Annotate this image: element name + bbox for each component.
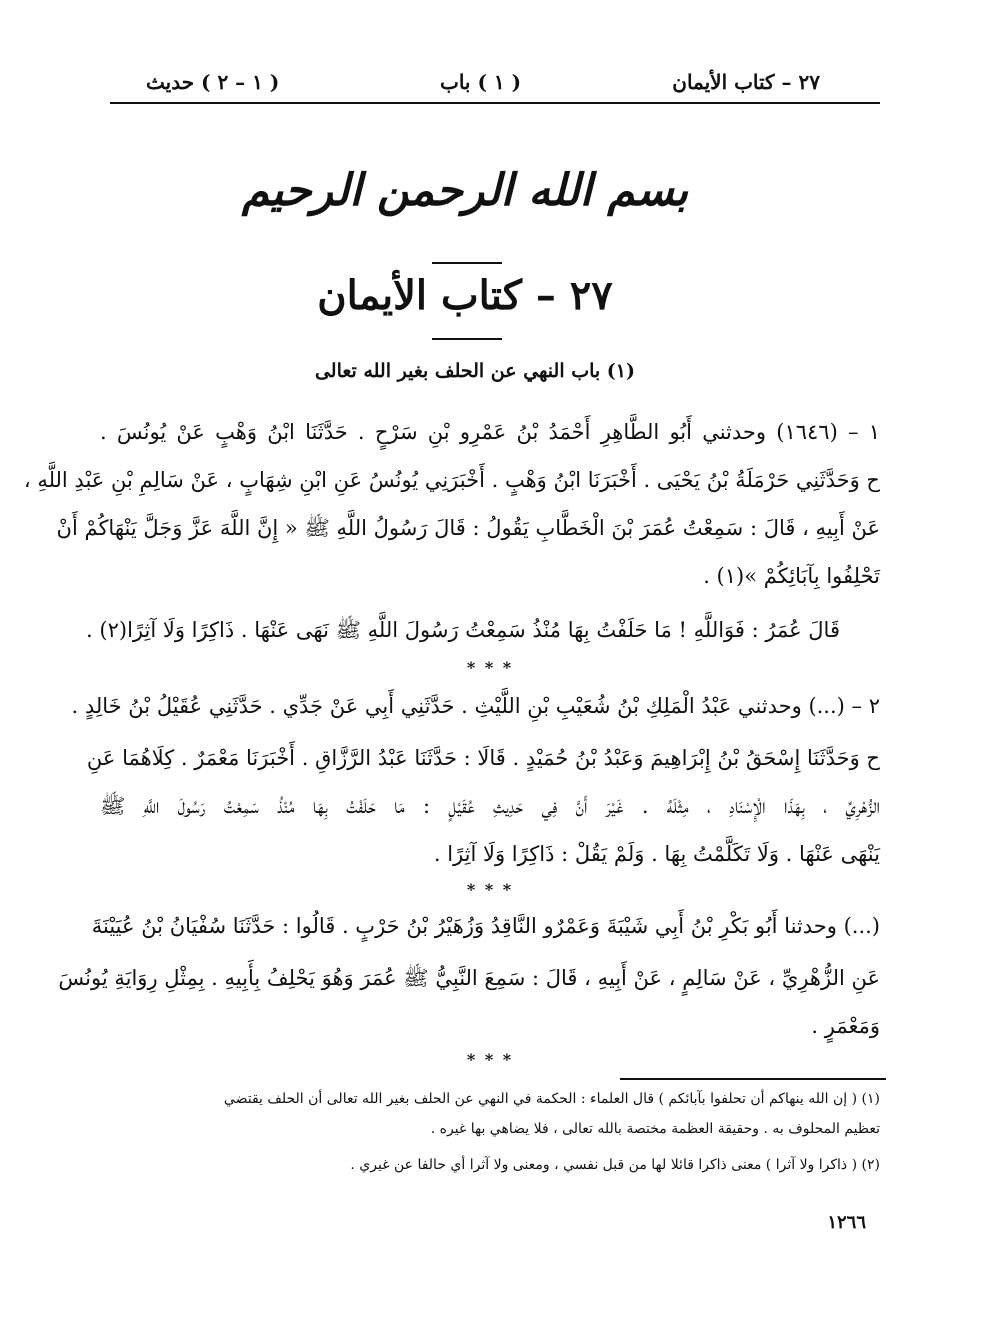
hadith-2-line-2: ح وَحَدَّثَنَا إِسْحَقُ بْنُ إِبْرَاهِيمَ وَعَبْدُ بْنُ حُمَيْدٍ . قَالَا : حَدَّثَنَا عَبْدُ الرَّزَّاقِ . أَخْبَرَنَا مَعْمَرٌ . كِلَاهُمَا عَنِ [86,746,880,770]
hadith-2-line-3: الزُّهْرِيِّ ، بِهَذَا الْإِسْنَادِ ، مِثْلَهُ . غَيْرَ أَنَّ فِي حَدِيثِ عُقَيْلٍ : مَا حَلَفْتُ بِهَا مُنْذُ سَمِعْتُ رَسُولَ اللَّهِ ﷺ [100,794,880,818]
running-header-hadith: ( ١ – ٢ ) حديث [146,70,280,94]
chapter-title: (١) باب النهي عن الحلف بغير الله تعالى [314,360,636,382]
book-title: ٢٧ – كتاب الأيمان [317,272,613,319]
footnote-rule [620,1078,886,1080]
separator-stars-2: * * * [466,880,514,899]
hadith-3-line-3: وَمَعْمَرٍ . [811,1014,880,1038]
footnote-2: (٢) ( ذاكرا ولا آثرا ) معنى ذاكرا قائلا لها من قبل نفسي ، ومعنى ولا آثرا أي حالفا عن غيري . [350,1157,880,1173]
title-rule-bottom [432,338,502,340]
footnote-1-line-2: تعظيم المحلوف به . وحقيقة العظمة مختصة بالله تعالى ، فلا يضاهي بها غيره . [430,1121,880,1137]
running-header-book: ٢٧ – كتاب الأيمان [672,70,820,94]
running-header-bab: ( ١ ) باب [440,70,522,94]
title-rule-top [432,262,502,264]
hadith-2-line-4: يَنْهَى عَنْهَا . وَلَا تَكَلَّمْتُ بِهَا . وَلَمْ يَقُلْ : ذَاكِرًا وَلَا آثِرًا . [433,842,880,866]
page-number: ١٢٦٦ [827,1212,866,1233]
separator-stars-3: * * * [466,1050,514,1069]
separator-stars-1: * * * [466,658,514,677]
hadith-2-line-1: ٢ – (...) وحدثني عَبْدُ الْمَلِكِ بْنُ شُعَيْبِ بْنِ اللَّيْثِ . حَدَّثَنِي أَبِي عَنْ جَدِّي . حَدَّثَنِي عُقَيْلُ بْنُ خَالِدٍ . [71,694,880,718]
running-header [110,66,880,104]
hadith-3-line-1: (...) وحدثنا أَبُو بَكْرِ بْنُ أَبِي شَيْبَةَ وَعَمْرٌو النَّاقِدُ وَزُهَيْرُ بْنُ حَرْبٍ . قَالُوا : حَدَّثَنَا سُفْيَانُ بْنُ عُيَيْنَةَ [91,914,880,938]
hadith-3-line-2: عَنِ الزُّهْرِيِّ ، عَنْ سَالِمٍ ، عَنْ أَبِيهِ ، قَالَ : سَمِعَ النَّبِيُّ ﷺ عُمَرَ وَهُوَ يَحْلِفُ بِأَبِيهِ . بِمِثْلِ رِوَايَةِ يُونُسَ [58,966,880,990]
hadith-1-umar-statement: قَالَ عُمَرُ : فَوَاللَّهِ ! مَا حَلَفْتُ بِهَا مُنْذُ سَمِعْتُ رَسُولَ اللَّهِ ﷺ نَهَى عَنْهَا . ذَاكِرًا وَلَا آثِرًا(٢) . [86,618,840,642]
hadith-1-line-1: ١ – (١٦٤٦) وحدثني أَبُو الطَّاهِرِ أَحْمَدُ بْنُ عَمْرِو بْنِ سَرْحٍ . حَدَّثَنَا ابْنُ وَهْبٍ عَنْ يُونُسَ . [100,420,880,444]
hadith-1-line-2: ح وَحَدَّثَنِي حَرْمَلَةُ بْنُ يَحْيَى . أَخْبَرَنَا ابْنُ وَهْبٍ . أَخْبَرَنِي يُونُسُ عَنِ ابْنِ شِهَابٍ ، عَنْ سَالِمِ بْنِ عَبْدِ اللَّهِ ، [23,468,880,492]
basmala-calligraphy: بسم الله الرحمن الرحيم [241,164,689,216]
footnote-1-line-1: (١) ( إن الله ينهاكم أن تحلفوا بآبائكم ) قال العلماء : الحكمة في النهي عن الحلف بغير الله تعالى أن الحلف يقتضي [223,1091,880,1107]
hadith-1-line-3: عَنْ أَبِيهِ ، قَالَ : سَمِعْتُ عُمَرَ بْنَ الْخَطَّابِ يَقُولُ : قَالَ رَسُولُ اللَّهِ ﷺ « إِنَّ اللَّهَ عَزَّ وَجَلَّ يَنْهَاكُمْ أَنْ [56,516,880,540]
hadith-1-line-4: تَحْلِفُوا بِآبَائِكُمْ »(١) . [703,564,880,588]
